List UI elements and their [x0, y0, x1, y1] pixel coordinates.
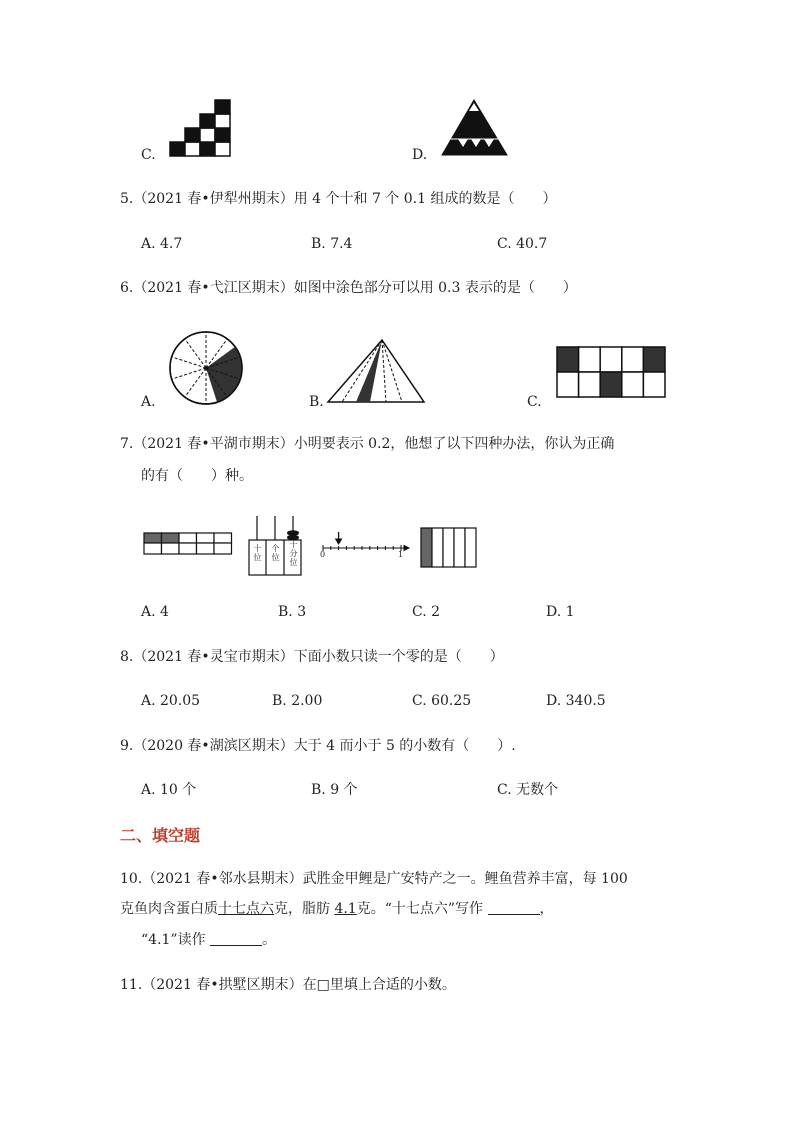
q10-text-fat: 克，脂肪	[274, 901, 330, 917]
q10-answer-blank-1[interactable]	[488, 900, 540, 915]
q6-option-c-label[interactable]: C.	[527, 394, 542, 410]
q8-option-c[interactable]: C. 60.25	[412, 693, 472, 709]
number-line-zero-label: 0	[320, 550, 326, 559]
q7-bars-figure	[420, 527, 478, 569]
abacus-label-ones: 个位	[271, 544, 280, 562]
q5-stem: 5.（2021 春•伊犁州期末）用 4 个十和 7 个 0.1 组成的数是（ ）	[120, 191, 557, 207]
q10-answer-blank-2[interactable]	[210, 931, 262, 946]
q8-option-a[interactable]: A. 20.05	[141, 693, 201, 709]
q5-option-b[interactable]: B. 7.4	[311, 236, 353, 252]
q6-grid-figure	[556, 346, 666, 400]
q10-line1: 10.（2021 春•邻水县期末）武胜金甲鲤是广安特产之一。鲤鱼营养丰富，每 100	[120, 871, 628, 887]
q6-option-a-label[interactable]: A.	[141, 394, 156, 410]
q10-line2-comma: ，	[539, 901, 554, 917]
q10-line3	[141, 930, 276, 950]
q6-triangle-figure	[326, 338, 426, 404]
q7-option-d[interactable]: D. 1	[546, 604, 575, 620]
q6-stem: 6.（2021 春•弋江区期末）如图中涂色部分可以用 0.3 表示的是（ ）	[120, 280, 577, 296]
abacus-label-tenths: 十分位	[289, 540, 298, 567]
section-title-fill-in: 二、填空题	[120, 826, 201, 845]
q11-stem: 11.（2021 春•拱墅区期末）在□里填上合适的小数。	[120, 977, 456, 993]
q7-strip-figure	[143, 532, 233, 556]
q6-option-b-label[interactable]: B.	[309, 394, 324, 410]
q7-abacus-figure	[248, 514, 302, 576]
number-line-one-label: 1	[398, 550, 404, 559]
q7-stem-line2: 的有（ ）种。	[141, 468, 253, 484]
q9-option-c[interactable]: C. 无数个	[497, 782, 559, 798]
q5-option-a[interactable]: A. 4.7	[141, 236, 183, 252]
q8-option-b[interactable]: B. 2.00	[272, 693, 323, 709]
q4-staircase-figure	[169, 99, 231, 157]
q10-line3-period: 。	[262, 932, 277, 948]
q10-line2	[120, 899, 554, 919]
q6-circle-figure	[168, 330, 244, 406]
q9-option-a[interactable]: A. 10 个	[141, 782, 197, 798]
q10-underlined-value-2: 4.1	[334, 901, 357, 917]
q7-stem-line1: 7.（2021 春•平湖市期末）小明要表示 0.2，他想了以下四种办法，你认为正确	[120, 436, 615, 452]
q7-option-a[interactable]: A. 4	[141, 604, 169, 620]
q8-stem: 8.（2021 春•灵宝市期末）下面小数只读一个零的是（ ）	[120, 649, 504, 665]
q7-option-c[interactable]: C. 2	[412, 604, 441, 620]
q10-text-write: 克。“十七点六”写作	[356, 901, 484, 917]
q9-option-b[interactable]: B. 9 个	[311, 782, 358, 798]
q8-option-d[interactable]: D. 340.5	[546, 693, 606, 709]
q4-option-c-label: C.	[141, 147, 156, 163]
q10-underlined-value-1: 十七点六	[218, 901, 274, 917]
q9-stem: 9.（2020 春•湖滨区期末）大于 4 而小于 5 的小数有（ ）.	[120, 738, 516, 754]
q10-text-read: “4.1”读作	[141, 932, 206, 948]
q7-number-line-figure	[318, 530, 410, 560]
q4-option-d-label: D.	[412, 147, 428, 163]
q5-option-c[interactable]: C. 40.7	[497, 236, 548, 252]
q7-option-b[interactable]: B. 3	[278, 604, 307, 620]
q4-triangle-figure	[441, 99, 509, 157]
abacus-label-tens: 十位	[253, 544, 262, 562]
q10-text-protein: 克鱼肉含蛋白质	[120, 901, 218, 917]
